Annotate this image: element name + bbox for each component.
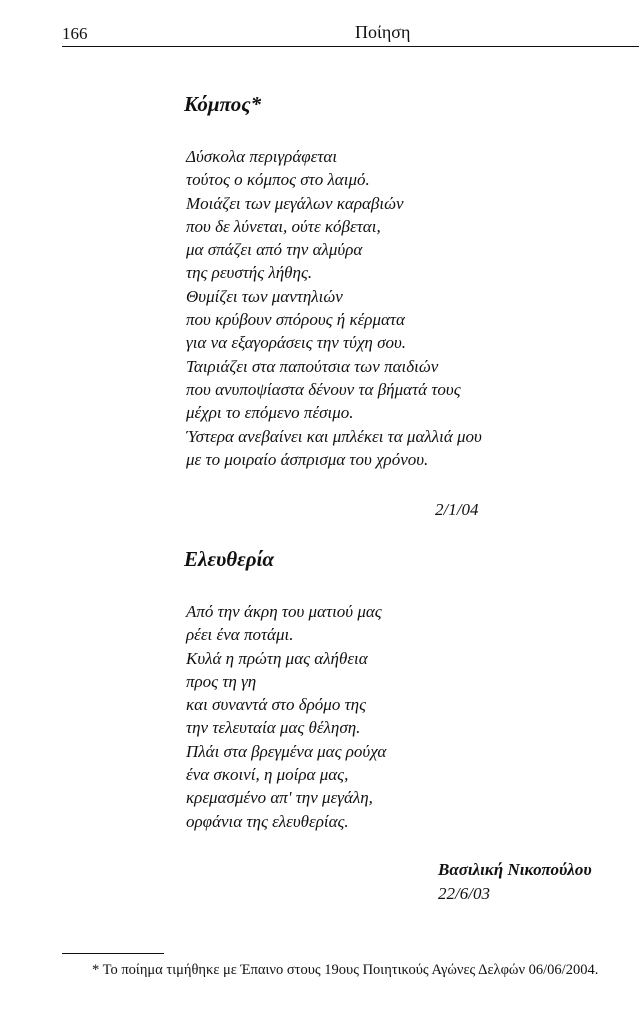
page-number: 166 (62, 24, 88, 43)
poem-line: Ταιριάζει στα παπούτσια των παιδιών (186, 356, 439, 376)
poem-line: Πλάι στα βρεγμένα μας ρούχα (186, 741, 387, 761)
poem-title: Κόμπος* (184, 92, 262, 116)
poem-line: μέχρι το επόμενο πέσιμο. (186, 403, 354, 423)
poem-line: για να εξαγοράσεις την τύχη σου. (186, 333, 407, 353)
poem-line: Κυλά η πρώτη μας αλήθεια (186, 648, 368, 668)
poem-line: Θυμίζει των μαντηλιών (186, 286, 343, 306)
footnote-divider (62, 953, 164, 954)
poem-line: με το μοιραίο άσπρισμα του χρόνου. (186, 449, 429, 469)
poem-line: ρέει ένα ποτάμι. (186, 625, 294, 645)
poem-line: προς τη γη (186, 671, 257, 691)
poem-line: την τελευταία μας θέληση. (186, 718, 361, 738)
poem-line: της ρευστής λήθης. (186, 263, 313, 283)
poem-line: Δύσκολα περιγράφεται (186, 147, 338, 166)
poem-line: που κρύβουν σπόρους ή κέρματα (186, 310, 405, 330)
poem-line: που ανυποψίαστα δένουν τα βήματά τους (186, 379, 461, 399)
poem-line: Από την άκρη του ματιού μας (186, 602, 382, 621)
page-header (62, 20, 639, 47)
running-title: Ποίηση (355, 22, 411, 42)
poem-body (186, 600, 386, 833)
poem-line: κρεμασμένο απ' την μεγάλη, (186, 788, 373, 808)
poem-title: Ελευθερία (184, 547, 275, 571)
poem-body (186, 145, 482, 471)
poem-line: Ύστερα ανεβαίνει και μπλέκει τα μαλλιά μου (186, 426, 482, 446)
poem-line: Μοιάζει των μεγάλων καραβιών (186, 193, 404, 213)
poem-date: 22/6/03 (438, 884, 490, 903)
poem-line: ένα σκοινί, η μοίρα μας, (186, 765, 349, 785)
poem-line: μα σπάζει από την αλμύρα (186, 240, 363, 260)
poem-line: τούτος ο κόμπος στο λαιμό. (186, 170, 370, 190)
poem-line: και συναντά στο δρόμο της (186, 695, 366, 715)
author-name: Βασιλική Νικοπούλου (438, 860, 592, 879)
poem-date: 2/1/04 (435, 500, 479, 519)
poem-line: που δε λύνεται, ούτε κόβεται, (186, 216, 381, 236)
poem-line: ορφάνια της ελευθερίας. (186, 811, 349, 831)
footnote: * Το ποίημα τιμήθηκε με Έπαινο στους 19ους Ποιητικούς Αγώνες Δελφών 06/06/2004. (92, 962, 599, 978)
